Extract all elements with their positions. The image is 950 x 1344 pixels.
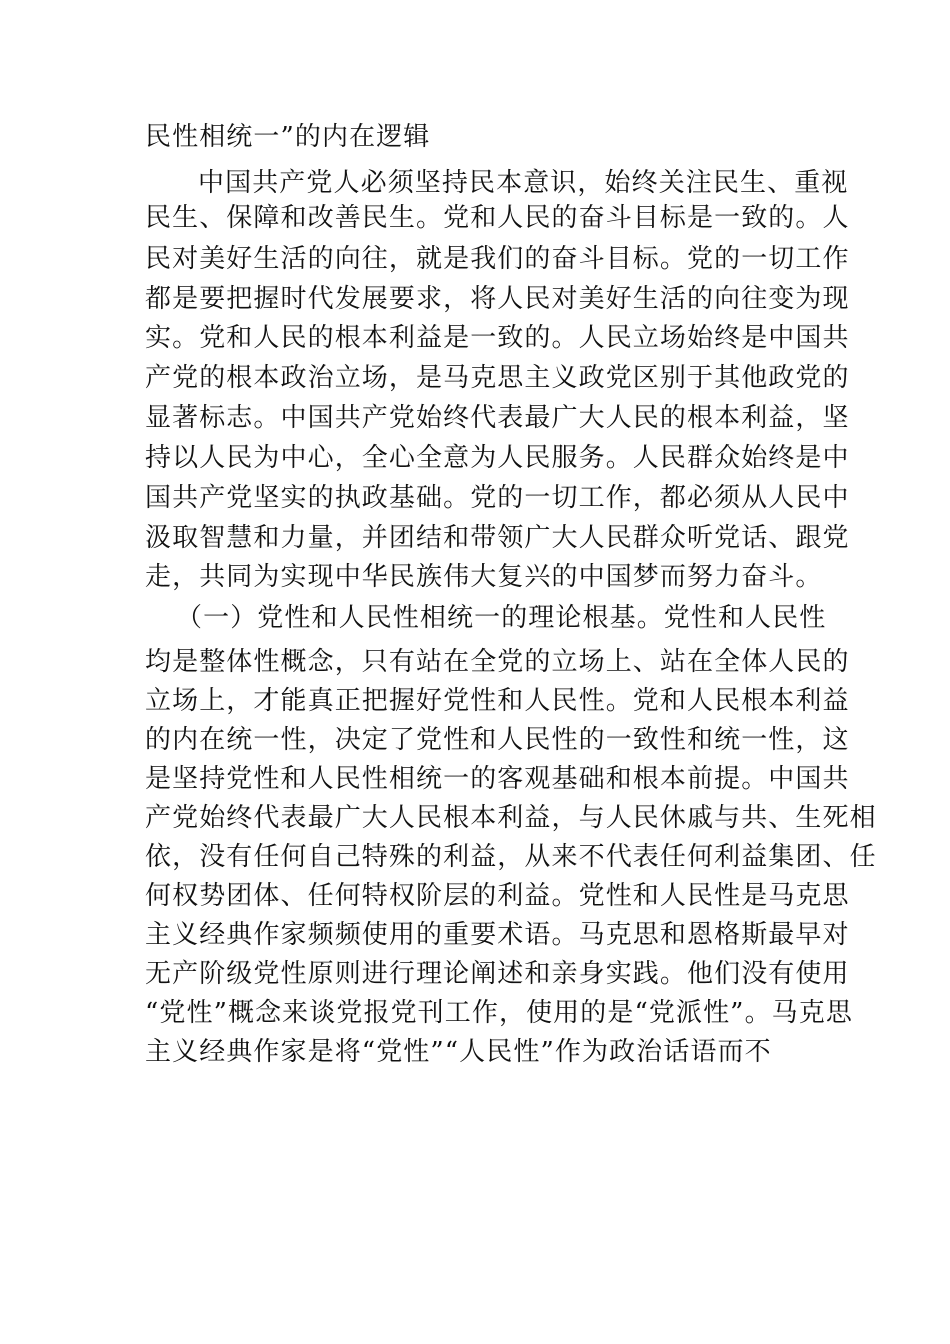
text-line: 民性相统一”的内在逻辑 <box>145 122 431 152</box>
text-line: 汲取智慧和力量，并团结和带领广大人民群众听党话、跟党 <box>145 523 850 553</box>
text-line: 均是整体性概念，只有站在全党的立场上、站在全体人民的 <box>145 647 850 677</box>
text-line: 是坚持党性和人民性相统一的客观基础和根本前提。中国共 <box>145 764 850 794</box>
text-line: 主义经典作家是将“党性”“人民性”作为政治话语而不 <box>145 1037 772 1067</box>
text-line: 民生、保障和改善民生。党和人民的奋斗目标是一致的。人 <box>145 203 850 233</box>
text-line: 走，共同为实现中华民族伟大复兴的中国梦而努力奋斗。 <box>145 562 823 592</box>
paragraph-first-line: 中国共产党人必须坚持民本意识，始终关注民生、重视 <box>198 168 849 198</box>
section-heading-line: （一）党性和人民性相统一的理论根基。党性和人民性 <box>176 603 827 633</box>
text-line: 主义经典作家频频使用的重要术语。马克思和恩格斯最早对 <box>145 920 850 950</box>
text-line: 国共产党坚实的执政基础。党的一切工作，都必须从人民中 <box>145 483 850 513</box>
text-line: 实。党和人民的根本利益是一致的。人民立场始终是中国共 <box>145 323 850 353</box>
text-line: “党性”概念来谈党报党刊工作，使用的是“党派性”。马克思 <box>145 998 853 1028</box>
text-line: 立场上，才能真正把握好党性和人民性。党和人民根本利益 <box>145 686 850 716</box>
text-line: 依，没有任何自己特殊的利益，从来不代表任何利益集团、任 <box>145 842 877 872</box>
text-line: 何权势团体、任何特权阶层的利益。党性和人民性是马克思 <box>145 881 850 911</box>
text-line: 显著标志。中国共产党始终代表最广大人民的根本利益，坚 <box>145 403 850 433</box>
text-line: 民对美好生活的向往，就是我们的奋斗目标。党的一切工作 <box>145 244 850 274</box>
text-line: 产党的根本政治立场，是马克思主义政党区别于其他政党的 <box>145 363 850 393</box>
text-line: 都是要把握时代发展要求，将人民对美好生活的向往变为现 <box>145 284 850 314</box>
text-line: 持以人民为中心，全心全意为人民服务。人民群众始终是中 <box>145 443 850 473</box>
text-line: 无产阶级党性原则进行理论阐述和亲身实践。他们没有使用 <box>145 959 850 989</box>
text-line: 产党始终代表最广大人民根本利益，与人民休戚与共、生死相 <box>145 803 877 833</box>
text-line: 的内在统一性，决定了党性和人民性的一致性和统一性，这 <box>145 725 850 755</box>
